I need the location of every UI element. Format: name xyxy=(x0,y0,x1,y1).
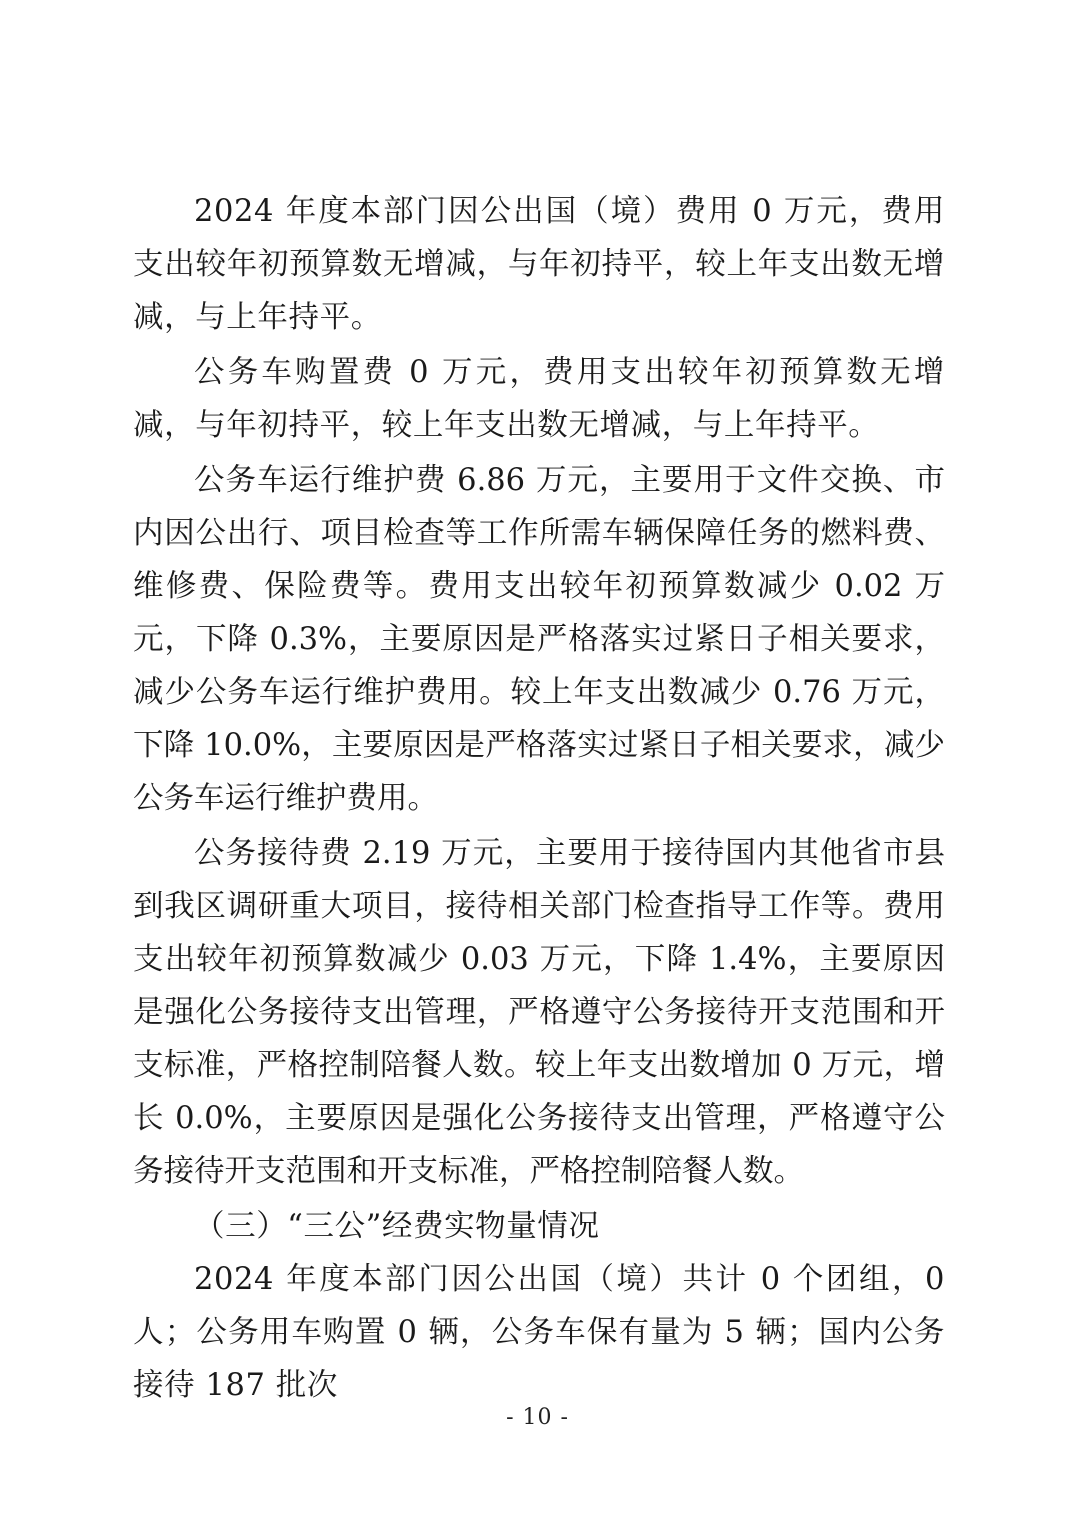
paragraph-vehicle-operation-expense: 公务车运行维护费 6.86 万元，主要用于文件交换、市内因公出行、项目检查等工作所需车辆保障任务的燃料费、维修费、保险费等。费用支出较年初预算数减少 0.02 万元，下降 0.3%，主要原因是严格落实过紧日子相关要求，减少公务车运行维护费用。较上年支出数减少 0.76 万元，下降 10.0%，主要原因是严格落实过紧日子相关要求，减少公务车运行维护费用。 xyxy=(133,463,945,816)
section-heading-three-public-quantities: （三）“三公”经费实物量情况 xyxy=(194,1209,600,1244)
paragraph-physical-quantity-summary: 2024 年度本部门因公出国（境）共计 0 个团组，0 人；公务用车购置 0 辆，公务车保有量为 5 辆；国内公务接待 187 批次 xyxy=(133,1262,956,1403)
document-body xyxy=(133,185,956,1414)
page-number: - 10 - xyxy=(506,1405,569,1430)
paragraph-vehicle-purchase-expense: 公务车购置费 0 万元，费用支出较年初预算数无增减，与年初持平，较上年支出数无增减，与上年持平。 xyxy=(133,355,945,443)
paragraph-foreign-travel-expense: 2024 年度本部门因公出国（境）费用 0 万元，费用支出较年初预算数无增减，与年初持平，较上年支出数无增减，与上年持平。 xyxy=(133,194,945,335)
paragraph-hospitality-expense: 公务接待费 2.19 万元，主要用于接待国内其他省市县到我区调研重大项目，接待相关部门检查指导工作等。费用支出较年初预算数减少 0.03 万元，下降 1.4%，主要原因是强化公务接待支出管理，严格遵守公务接待开支范围和开支标准，严格控制陪餐人数。较上年支出数增加 0 万元，增长 0.0%，主要原因是强化公务接待支出管理，严格遵守公务接待开支范围和开支标准，严格控制陪餐人数。 xyxy=(133,836,945,1189)
